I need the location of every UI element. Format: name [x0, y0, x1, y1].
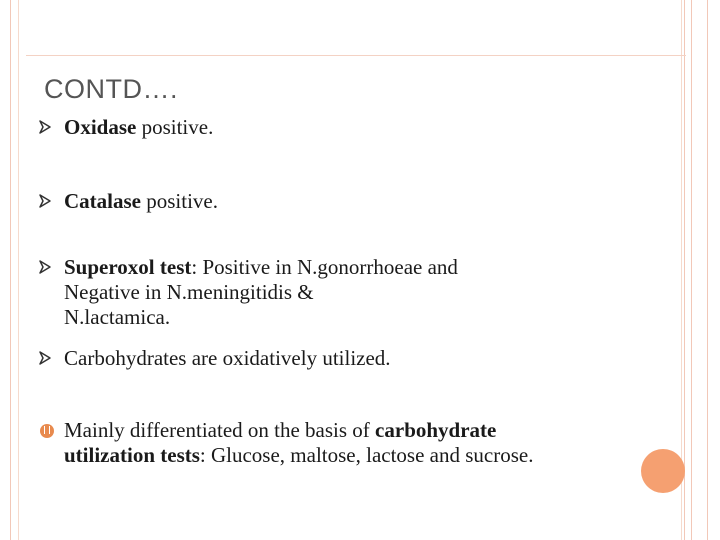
- bullet-bold-line2: utilization tests: [64, 443, 200, 467]
- bullet-bold: Oxidase: [64, 115, 137, 139]
- bullet-text-line3: N.lactamica.: [64, 305, 171, 329]
- decorative-circle: [641, 449, 685, 493]
- slide-title: CONTD….: [44, 74, 178, 104]
- bullet-text-line2: Negative in N.meningitidis &: [64, 280, 314, 304]
- arrow-bullet-icon: [38, 191, 54, 211]
- bullet-text: : Positive in N.gonorrhoeae and: [191, 255, 458, 279]
- coin-bullet-icon: [38, 420, 54, 440]
- arrow-bullet-icon: [38, 117, 54, 137]
- bullet-bold: Catalase: [64, 189, 141, 213]
- decorative-band: [684, 0, 692, 540]
- bullet-text: Carbohydrates are oxidatively utilized.: [64, 346, 391, 370]
- arrow-bullet-icon: [38, 257, 54, 277]
- bullet-text-line2: : Glucose, maltose, lactose and sucrose.: [199, 443, 534, 467]
- title-rule: [26, 55, 686, 56]
- bullet-text: Mainly differentiated on the basis of: [64, 418, 376, 442]
- bullet-text: positive.: [141, 189, 218, 213]
- bullet-bold: Superoxol test: [64, 255, 192, 279]
- bullet-bold: carbohydrate: [375, 418, 497, 442]
- bullet-text: positive.: [136, 115, 214, 139]
- arrow-bullet-icon: [38, 348, 54, 368]
